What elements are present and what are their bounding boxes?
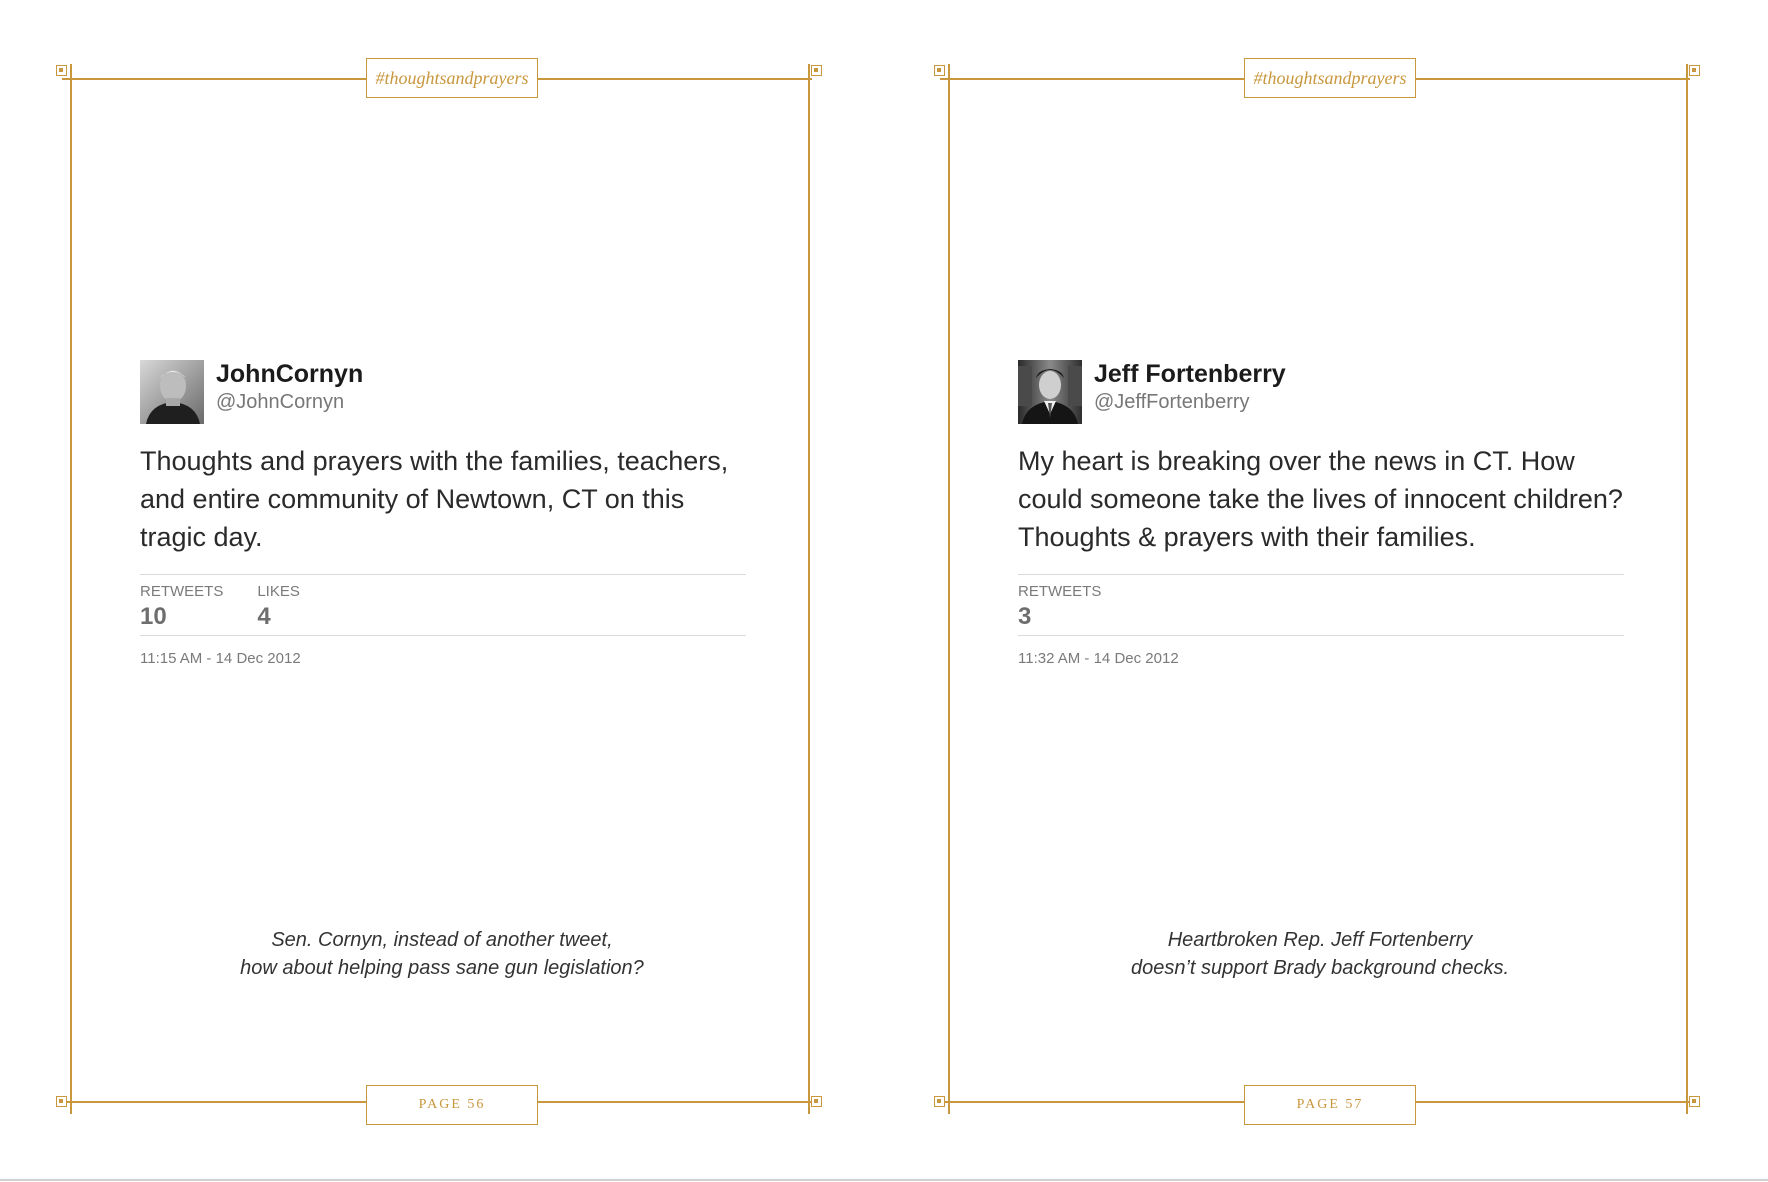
tweet-timestamp: 11:15 AM - 14 Dec 2012	[140, 650, 301, 667]
tweet-timestamp: 11:32 AM - 14 Dec 2012	[1018, 650, 1179, 667]
stat-likes	[257, 583, 300, 635]
tweet-stats	[140, 574, 746, 636]
tweet-header	[1018, 360, 1624, 424]
avatar-photo-icon	[140, 360, 204, 424]
author-display-name[interactable]: JohnCornyn	[216, 360, 364, 388]
page-caption	[948, 926, 1692, 982]
caption-line: doesn’t support Brady background checks.	[1131, 957, 1509, 979]
caption-line: Sen. Cornyn, instead of another tweet,	[271, 929, 613, 951]
tweet-card	[1018, 360, 1624, 667]
page-caption	[70, 926, 814, 982]
page-number: PAGE 56	[366, 1085, 538, 1125]
stat-value: 4	[257, 603, 271, 630]
corner-ornament-icon	[811, 1096, 822, 1107]
tweet-stats	[1018, 574, 1624, 636]
tweet-author	[1094, 360, 1286, 415]
stat-label: RETWEETS	[140, 583, 224, 600]
page-number: PAGE 57	[1244, 1085, 1416, 1125]
avatar-photo-icon	[1018, 360, 1082, 424]
hashtag-label: #thoughtsandprayers	[366, 58, 538, 98]
tweet-card	[140, 360, 746, 667]
stat-value: 10	[140, 603, 167, 630]
stat-label: LIKES	[257, 583, 300, 600]
corner-ornament-icon	[934, 1096, 945, 1107]
stat-retweets	[140, 583, 223, 635]
stat-label: RETWEETS	[1018, 583, 1102, 600]
caption-line: how about helping pass sane gun legislation?	[240, 957, 644, 979]
author-display-name[interactable]: Jeff Fortenberry	[1094, 360, 1286, 388]
author-handle[interactable]: @JohnCornyn	[216, 391, 345, 413]
corner-ornament-icon	[811, 65, 822, 76]
corner-ornament-icon	[934, 65, 945, 76]
tweet-header	[140, 360, 746, 424]
stat-retweets	[1018, 583, 1101, 635]
corner-ornament-icon	[1689, 65, 1700, 76]
hashtag-label: #thoughtsandprayers	[1244, 58, 1416, 98]
author-handle[interactable]: @JeffFortenberry	[1094, 391, 1250, 413]
tweet-author	[216, 360, 363, 415]
corner-ornament-icon	[56, 65, 67, 76]
stat-value: 3	[1018, 603, 1032, 630]
corner-ornament-icon	[1689, 1096, 1700, 1107]
tweet-text: Thoughts and prayers with the families, teachers, and entire community of Newtown, CT on this tragic day.	[140, 446, 729, 552]
tweet-text: My heart is breaking over the news in CT. How could someone take the lives of innocent children? Thoughts & prayers with their families.	[1018, 446, 1623, 552]
caption-line: Heartbroken Rep. Jeff Fortenberry	[1167, 929, 1473, 951]
viewer-bottom-divider	[0, 1179, 1768, 1181]
page-right	[884, 0, 1768, 1182]
corner-ornament-icon	[56, 1096, 67, 1107]
